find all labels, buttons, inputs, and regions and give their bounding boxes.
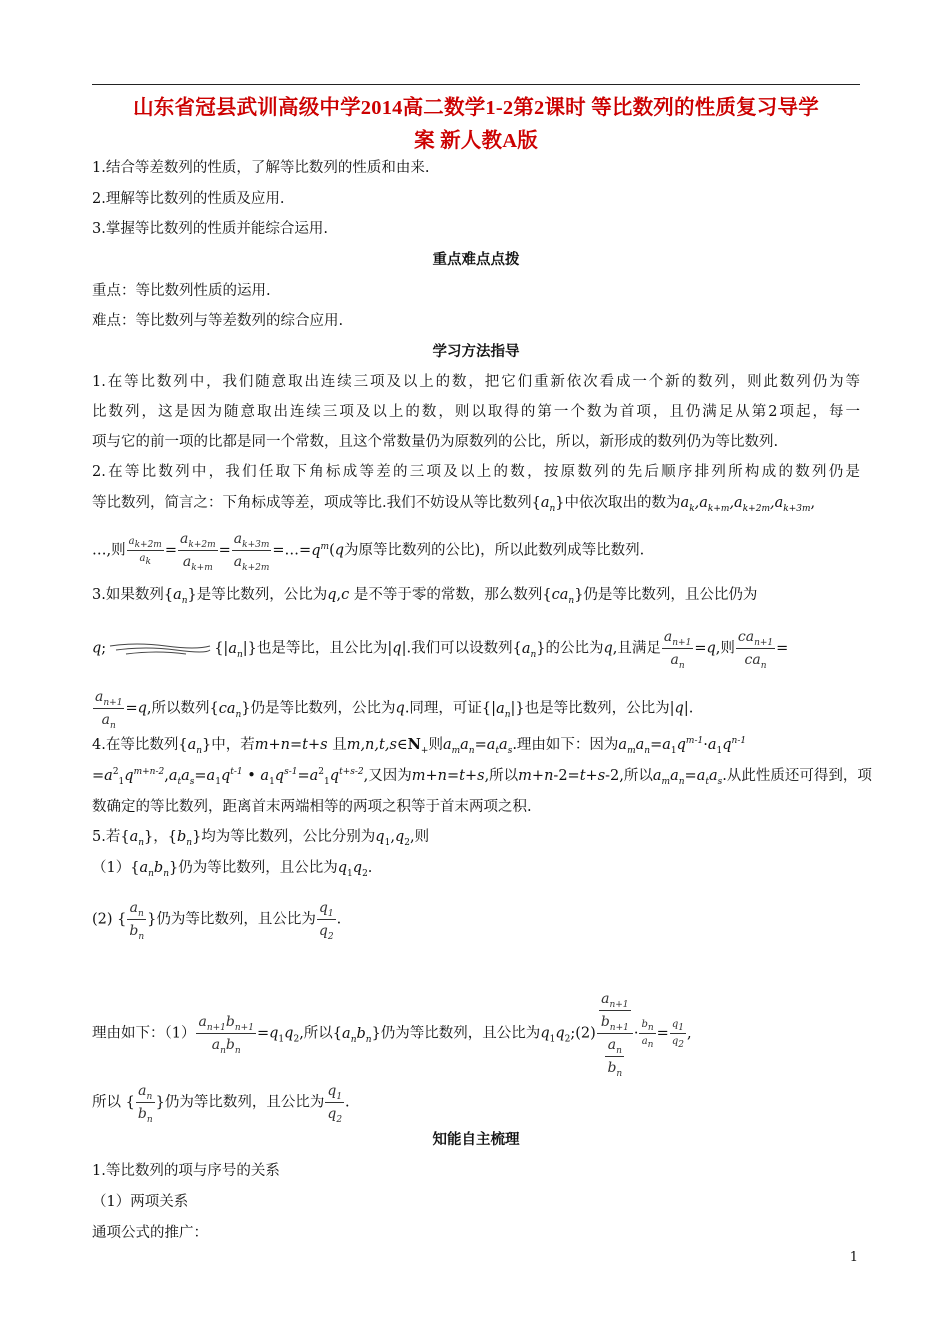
page-number: 1: [849, 1250, 858, 1265]
q1-q2-fraction-2: $\frac{q_1}{q_2}$: [671, 1019, 684, 1050]
paragraph-1-line-1: 1.在等比数列中，我们随意取出连续三项及以上的数，把它们重新依次看成一个新的数列，则此数列仍为等: [92, 374, 860, 390]
q1-q2-fraction: $\frac{q_1}{q_2}$: [317, 897, 336, 942]
title-line-2: 案 新人教A版: [414, 130, 538, 152]
reason-line: 理由如下：（1） $\frac{a_{n+1}b_{n+1}}{a_nb_n}$ $=q_1q_2$,所以$\{a_nb_n\}$仍为等比数列，且公比为$q_1q_2;(2)$ $\frac{\frac{a_{n+1}}{b_{n+1}}}{\frac{a_n}{b_n}}$ · $\frac{b_n}{a_n}$ = $\frac{q_1}{q_2}$ ,: [92, 988, 692, 1079]
ratio-fraction-2: $\frac{a_{k+2m}}{a_{k+m}}$: [178, 528, 218, 573]
paragraph-1-line-2: 比数列，这是因为随意取出连续三项及以上的数，则以取得的第一个数为首项，且仍满足从第2项起，每一: [92, 404, 860, 420]
scribble-mark: [106, 642, 214, 656]
objective-3: 3.掌握等比数列的性质并能综合运用.: [92, 221, 328, 237]
an-fraction: $\frac{a_{n+1}}{a_n}$: [93, 686, 124, 731]
paragraph-5-line-2: $(1)\{a_nb_n\}$仍为等比数列，且公比为$q_1q_2$.: [92, 860, 373, 879]
can-fraction: $\frac{ca_{n+1}}{ca_n}$: [736, 626, 775, 671]
paragraph-2-line-3: …,则 $\frac{a_{k+2m}}{a_k}$ = $\frac{a_{k+2m}}{a_{k+m}}$ = $\frac{a_{k+3m}}{a_{k+2m}}$ $=\dots=q^m(q$为原等比数列的公比)，所以此数列成等比数列.: [92, 528, 644, 573]
paragraph-1-line-3: 项与它的前一项的比都是同一个常数，且这个常数量仍为原数列的公比，所以，新形成的数列仍为等比数列.: [92, 434, 779, 450]
compound-fraction: $\frac{\frac{a_{n+1}}{b_{n+1}}}{\frac{a_n}{b_n}}$: [597, 988, 633, 1079]
ratio-fraction-1: $\frac{a_{k+2m}}{a_k}$: [128, 536, 162, 567]
paragraph-4-line-2: $=a^2_1q^{m+n-2},a_ta_s=a_1q^{t-1}$ • $a_1q^{s-1}=a^2_1q^{t+s-2}$,又因为m+n=t+s,所以m+n-2=t+s-2,所以$a_ma_n=a_ta_s$.从此性质还可得到，项: [92, 767, 872, 787]
paragraph-2-line-1: 2.在等比数列中，我们任取下角标成等差的三项及以上的数，按原数列的先后顺序排列所构成的数列仍是: [92, 464, 860, 480]
paragraph-4-line-1: 4.在等比数列$\{a_n\}$中，若m+n=t+s 且$m,n,t,s\in N_+$则$a_ma_n=a_ta_s$.理由如下：因为$a_ma_n=a_1q^{m-1}\cdot a_1q^{n-1}$: [92, 736, 747, 756]
product-ratio-fraction: $\frac{a_{n+1}b_{n+1}}{a_nb_n}$: [196, 1011, 255, 1056]
section-heading-review: 知能自主梳理: [432, 1131, 520, 1148]
review-item-3: 通项公式的推广：: [92, 1225, 208, 1241]
objective-1: 1.结合等差数列的性质，了解等比数列的性质和由来.: [92, 160, 430, 176]
paragraph-3-line-3: $\frac{a_{n+1}}{a_n}$ =q,所以数列$\{ca_n\}$仍是等比数列，公比为q.同理，可证$\{|a_n|\}$也是等比数列，公比为|q|.: [92, 686, 693, 731]
condition-fraction: $\frac{a_{n+1}}{a_n}$: [662, 626, 693, 671]
ratio-fraction-3: $\frac{a_{k+3m}}{a_{k+2m}}$: [232, 528, 272, 573]
paragraph-5-line-3: (2) { $\frac{a_n}{b_n}$ }仍为等比数列，且公比为 $\frac{q_1}{q_2}$ .: [92, 897, 341, 942]
section-heading-key-points: 重点难点点拨: [432, 251, 520, 268]
title-line-1: 山东省冠县武训高级中学2014高二数学1-2第2课时 等比数列的性质复习导学: [133, 97, 819, 119]
an-bn-fraction-2: $\frac{a_n}{b_n}$: [136, 1080, 155, 1125]
section-heading-method: 学习方法指导: [432, 343, 520, 360]
document-title: [86, 92, 866, 158]
q1-q2-fraction-3: $\frac{q_1}{q_2}$: [325, 1080, 344, 1125]
paragraph-5-line-1: 5.若$\{a_n\}$，$\{b_n\}$均为等比数列，公比分别为$q_1,q_2$,则: [92, 829, 430, 848]
review-item-1: 1.等比数列的项与序号的关系: [92, 1163, 280, 1179]
header-rule: [92, 84, 860, 85]
conclusion-line: 所以 { $\frac{a_n}{b_n}$ }仍为等比数列，且公比为 $\frac{q_1}{q_2}$ .: [92, 1080, 350, 1125]
paragraph-3-line-1: 3.如果数列$\{a_n\}$是等比数列，公比为q,c 是不等于零的常数，那么数列$\{ca_n\}$仍是等比数列，且公比仍为: [92, 587, 758, 606]
difficulty: 难点：等比数列与等差数列的综合应用.: [92, 313, 344, 329]
paragraph-4-line-3: 数确定的等比数列，距离首末两端相等的两项之积等于首末两项之积.: [92, 799, 532, 815]
an-bn-fraction: $\frac{a_n}{b_n}$: [127, 897, 146, 942]
bn-an-fraction: $\frac{b_n}{a_n}$: [641, 1019, 654, 1050]
review-item-2: （1）两项关系: [92, 1194, 189, 1210]
paragraph-2-line-2: 等比数列，简言之：下角标成等差，项成等比.我们不妨设从等比数列$\{a_n\}$中依次取出的数为$a_k,a_{k+m},a_{k+2m},a_{k+3m}$,: [92, 495, 816, 514]
paragraph-3-line-2: q; $\{|a_n|\}$也是等比，且公比为|q|.我们可以设数列$\{a_n\}$的公比为q,且满足 $\frac{a_{n+1}}{a_n}$ =q,则 $\frac{ca_{n+1}}{ca_n}$ =: [92, 626, 788, 671]
objective-2: 2.理解等比数列的性质及应用.: [92, 191, 285, 207]
key-point: 重点：等比数列性质的运用.: [92, 283, 271, 299]
